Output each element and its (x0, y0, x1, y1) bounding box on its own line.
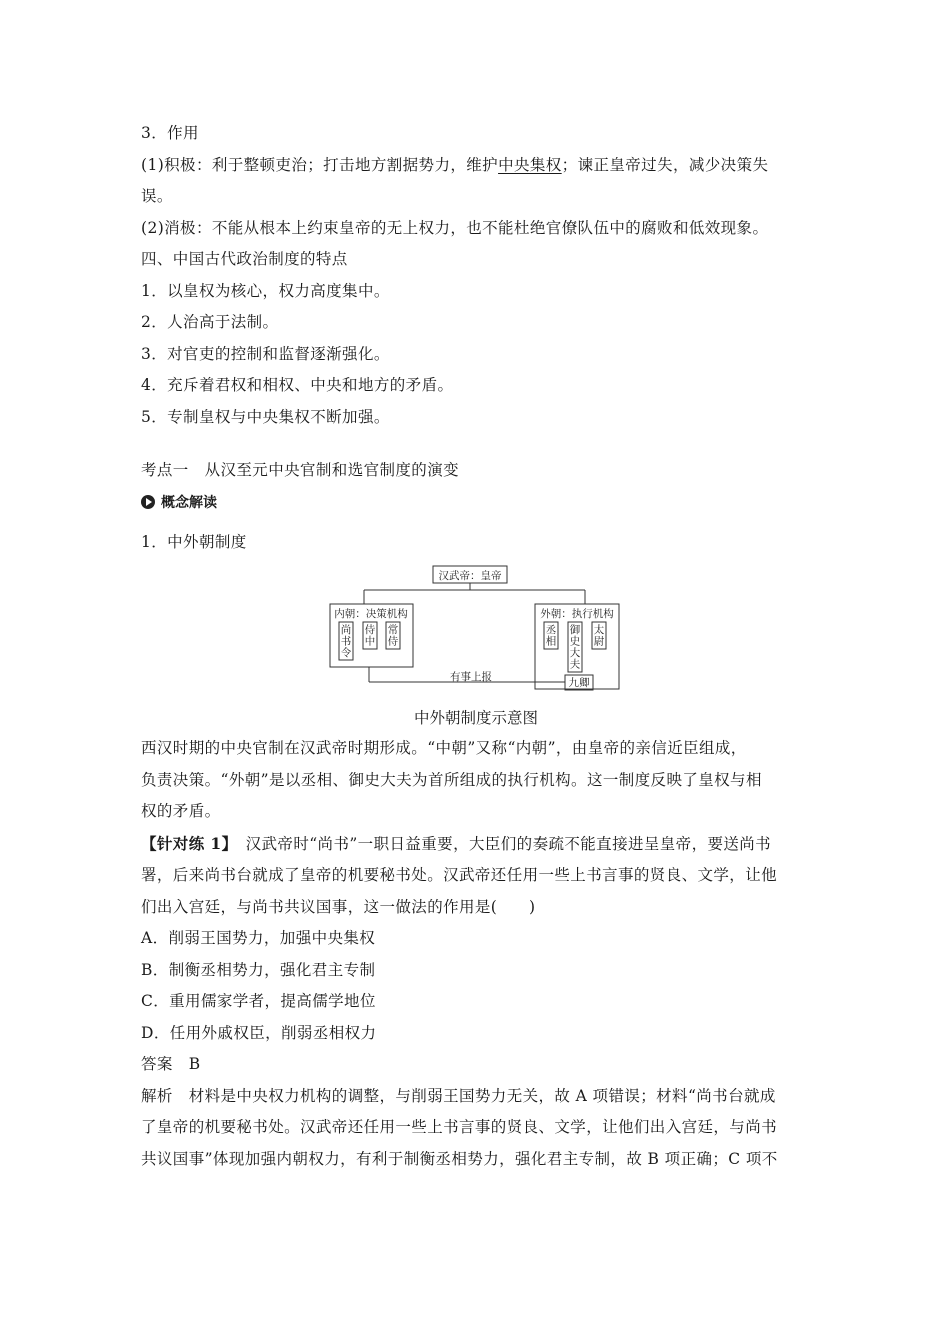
section3-positive (141, 150, 811, 182)
section4-item: 5．专制皇权与中央集权不断加强。 (141, 407, 390, 426)
play-icon (141, 495, 155, 509)
section3-negative: (2)消极：不能从根本上约束皇帝的无上权力，也不能杜绝官僚队伍中的腐败和低效现象。 (141, 218, 769, 237)
section4-title: 四、中国古代政治制度的特点 (141, 250, 348, 268)
analysis-line: 解析 材料是中央权力机构的调整，与削弱王国势力无关，故 A 项错误；材料“尚书台就成 (141, 1086, 776, 1105)
option-b: B．制衡丞相势力，强化君主专制 (141, 960, 376, 979)
section4-item: 3．对官吏的控制和监督逐渐强化。 (141, 344, 390, 363)
inner-court-label: 内朝：决策机构 (334, 608, 408, 620)
section4-item: 1．以皇权为核心，权力高度集中。 (141, 281, 390, 300)
report-label: 有事上报 (450, 671, 492, 683)
paragraph-line: 负责决策。“外朝”是以丞相、御史大夫为首所组成的执行机构。这一制度反映了皇权与相 (141, 770, 762, 789)
diagram-svg (141, 558, 811, 703)
kaodian-title: 考点一 从汉至元中央官制和选官制度的演变 (141, 461, 460, 479)
emperor-label: 汉武帝：皇帝 (438, 570, 502, 582)
answer: 答案 B (141, 1055, 201, 1073)
analysis-line: 共议国事”体现加强内朝权力，有利于制衡丞相势力，强化君主专制，故 B 项正确；C 项不 (141, 1149, 778, 1168)
concept-header-label: 概念解读 (161, 494, 217, 511)
positive-text-b: ；谏正皇帝过失，减少决策失 (561, 155, 769, 174)
section3-title: 3．作用 (141, 124, 199, 142)
exercise-text: 汉武帝时“尚书”一职日益重要，大臣们的奏疏不能直接进呈皇帝，要送尚书 (229, 834, 772, 853)
diagram-caption: 中外朝制度示意图 (413, 709, 538, 727)
office-label: 侍中 (364, 624, 376, 648)
section4-item: 4．充斥着君权和相权、中央和地方的矛盾。 (141, 376, 454, 394)
option-a: A．削弱王国势力，加强中央集权 (141, 929, 376, 947)
office-label: 太尉 (593, 624, 605, 648)
analysis-line: 了皇帝的机要秘书处。汉武帝还任用一些上书言事的贤良、文学，让他们出入宫廷，与尚书 (141, 1118, 778, 1136)
jiuqing-label: 九卿 (568, 677, 590, 689)
positive-text-a: (1)积极：利于整顿吏治；打击地方割据势力，维护 (141, 155, 499, 174)
zhongwaichao-diagram (141, 558, 811, 703)
office-label: 尚书令 (340, 624, 352, 659)
office-label: 御史大夫 (569, 624, 581, 671)
page-content (141, 118, 811, 1175)
option-d: D．任用外戚权臣，削弱丞相权力 (141, 1023, 377, 1042)
option-c: C．重用儒家学者，提高儒学地位 (141, 992, 376, 1010)
paragraph-line: 权的矛盾。 (141, 802, 221, 820)
paragraph-line: 西汉时期的中央官制在汉武帝时期形成。“中朝”又称“内朝”，由皇帝的亲信近臣组成， (141, 739, 747, 757)
exercise-line (141, 828, 811, 861)
exercise-line: 署，后来尚书台就成了皇帝的机要秘书处。汉武帝还任用一些上书言事的贤良、文学，让他 (141, 866, 778, 884)
item1-title: 1．中外朝制度 (141, 532, 247, 551)
exercise-line: 们出入宫廷，与尚书共议国事，这一做法的作用是( ) (141, 897, 536, 916)
section3-positive-cont: 误。 (141, 187, 173, 205)
office-label: 常侍 (387, 624, 399, 648)
underlined-term: 中央集权 (498, 155, 562, 174)
exercise-label: 【针对练 1】 (141, 833, 230, 853)
section4-item: 2．人治高于法制。 (141, 313, 279, 331)
concept-header (141, 487, 811, 517)
outer-court-label: 外朝：执行机构 (540, 608, 614, 620)
office-label: 丞相 (545, 624, 557, 648)
